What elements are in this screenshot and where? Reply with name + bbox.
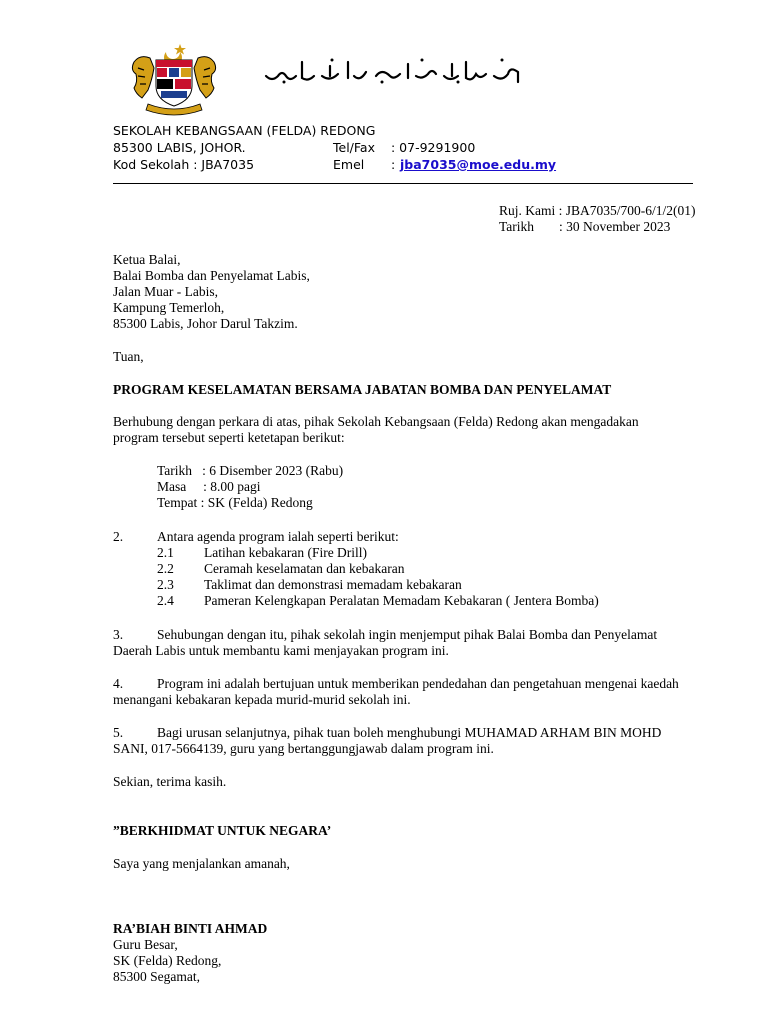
- school-code: Kod Sekolah : JBA7035: [113, 157, 255, 172]
- tel-label: Tel/Fax: [333, 140, 375, 155]
- para5-line: Bagi urusan selanjutnya, pihak tuan boleh menghubungi MUHAMAD ARHAM BIN MOHD: [157, 725, 662, 740]
- detail-time: Masa : 8.00 pagi: [157, 479, 261, 494]
- agenda-number: 2.4: [157, 593, 174, 608]
- agenda-item: Latihan kebakaran (Fire Drill): [204, 545, 368, 560]
- tel-value: : 07-9291900: [391, 140, 476, 155]
- recipient-line: 85300 Labis, Johor Darul Takzim.: [113, 316, 298, 331]
- para-number: 2.: [113, 529, 124, 544]
- para4-line: menangani kebakaran kepada murid-murid sekolah ini.: [113, 692, 411, 707]
- detail-venue: Tempat : SK (Felda) Redong: [157, 495, 313, 510]
- para-number: 5.: [113, 725, 124, 740]
- email-link[interactable]: jba7035@moe.edu.my: [400, 157, 557, 172]
- closing: Sekian, terima kasih.: [113, 774, 227, 789]
- para2-text: Antara agenda program ialah seperti berikut:: [157, 529, 399, 544]
- agenda-item: Taklimat dan demonstrasi memadam kebakaran: [204, 577, 462, 592]
- signatory-title: Guru Besar,: [113, 937, 178, 952]
- para4-line: Program ini adalah bertujuan untuk memberikan pendedahan dan pengetahuan mengenai kaedah: [157, 676, 679, 691]
- letter-date-value: : 30 November 2023: [559, 219, 671, 234]
- reference-number: Ruj. Kami : JBA7035/700-6/1/2(01): [499, 203, 696, 218]
- agenda-item: Pameran Kelengkapan Peralatan Memadam Kebakaran ( Jentera Bomba): [204, 593, 599, 608]
- email-label: Emel: [333, 157, 365, 172]
- agenda-number: 2.1: [157, 545, 174, 560]
- agenda-item: Ceramah keselamatan dan kebakaran: [204, 561, 405, 576]
- signatory-school: SK (Felda) Redong,: [113, 953, 222, 968]
- intro-line: program tersebut seperti ketetapan berikut:: [113, 430, 345, 445]
- recipient-line: Kampung Temerloh,: [113, 300, 225, 315]
- para-number: 3.: [113, 627, 124, 642]
- salutation: Tuan,: [113, 349, 144, 364]
- detail-date: Tarikh : 6 Disember 2023 (Rabu): [157, 463, 344, 478]
- motto: ”BERKHIDMAT UNTUK NEGARA’: [113, 823, 332, 838]
- para-number: 4.: [113, 676, 124, 691]
- agenda-number: 2.2: [157, 561, 174, 576]
- recipient-line: Jalan Muar - Labis,: [113, 284, 218, 299]
- para3-line: Daerah Labis untuk membantu kami menjayakan program ini.: [113, 643, 449, 658]
- letterhead-divider: [113, 183, 693, 184]
- para5-line: SANI, 017-5664139, guru yang bertanggungjawab dalam program ini.: [113, 741, 494, 756]
- school-name: SEKOLAH KEBANGSAAN (FELDA) REDONG: [113, 123, 376, 138]
- agenda-number: 2.3: [157, 577, 174, 592]
- coat-of-arms-icon: [126, 40, 222, 118]
- trust-line: Saya yang menjalankan amanah,: [113, 856, 290, 871]
- jawi-school-name-icon: [262, 56, 522, 86]
- letter-subject: PROGRAM KESELAMATAN BERSAMA JABATAN BOMBA DAN PENYELAMAT: [113, 382, 612, 397]
- school-address: 85300 LABIS, JOHOR.: [113, 140, 246, 155]
- recipient-line: Ketua Balai,: [113, 252, 181, 267]
- letter-date-label: Tarikh: [499, 219, 535, 234]
- recipient-line: Balai Bomba dan Penyelamat Labis,: [113, 268, 310, 283]
- signatory-name: RA’BIAH BINTI AHMAD: [113, 921, 268, 936]
- para3-line: Sehubungan dengan itu, pihak sekolah ingin menjemput pihak Balai Bomba dan Penyelamat: [157, 627, 658, 642]
- intro-line: Berhubung dengan perkara di atas, pihak Sekolah Kebangsaan (Felda) Redong akan mengadakan: [113, 414, 639, 429]
- email-link-wrap: [400, 156, 556, 174]
- signatory-address: 85300 Segamat,: [113, 969, 200, 984]
- email-colon: :: [391, 157, 396, 172]
